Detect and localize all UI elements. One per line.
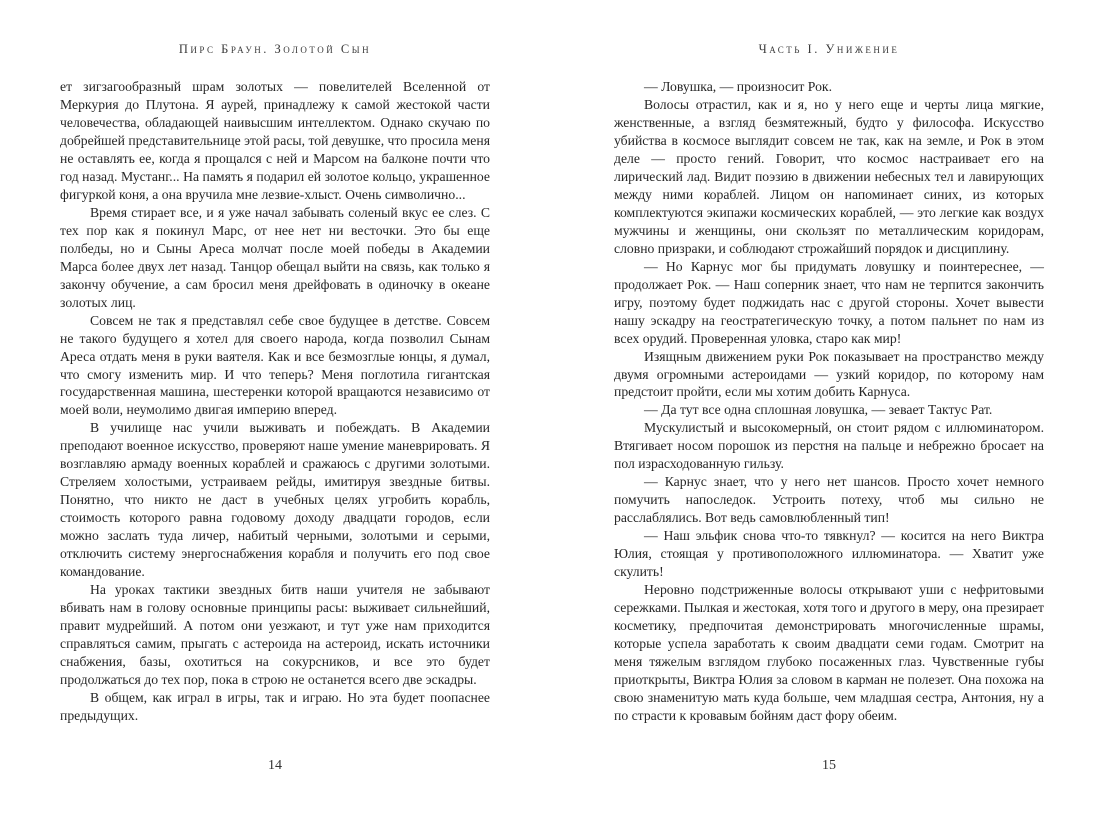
right-page xyxy=(614,0,1044,825)
right-body-text xyxy=(614,78,1044,725)
paragraph: — Да тут все одна сплошная ловушка, — зевает Тактус Рат. xyxy=(644,402,993,418)
paragraph: Неровно подстриженные волосы открывают уши с нефритовыми сережками. Пылкая и жестокая, хотя того и другого в меру, она презирает косметику, предпочитая демонстрировать многочисленные шрамы, которые успела заработать к своим двадцати семи годам. Смотрит на меня тяжелым взглядом глубоко посаженных глаз. Чувственные губы приоткрыты, Виктра Юлия за словом в карман не полезет. Она похожа на свою знаменитую мать куда больше, чем младшая сестра, Антония, ну а по страсти к кровавым бойням даст фору обеим. xyxy=(614,582,1044,723)
left-body-text xyxy=(60,78,490,725)
left-page-number: 14 xyxy=(268,758,282,773)
paragraph: В училище нас учили выживать и побеждать. В Академии преподают военное искусство, проверяют наше умение маневрировать. Я возглавляю армаду военных кораблей и сражаюсь с другими золотыми. Стреляем холостыми, устраиваем рейды, имитируя звездные битвы. Понятно, что никто не даст в учебных целях угробить корабль, стоимость которого равна годовому доходу двадцати городов, если можно заслать туда личер, набитый черными, золотыми и серыми, отключить систему энергоснабжения корабля и получить его под свое командование. xyxy=(60,420,490,580)
paragraph: Время стирает все, и я уже начал забывать соленый вкус ее слез. С тех пор как я покинул Марс, от нее нет ни весточки. Это бы еще полбеды, но и Сыны Ареса молчат после моей победы в Академии Марса более двух лет назад. Танцор обещал выйти на связь, как только я закончу обучение, а сам бросил меня дрейфовать в одиночку в океане золотых лиц. xyxy=(60,204,490,310)
paragraph: В общем, как играл в игры, так и играю. Но эта будет поопаснее предыдущих. xyxy=(60,689,490,723)
left-page xyxy=(60,0,490,825)
paragraph: Совсем не так я представлял себе свое будущее в детстве. Совсем не такого будущего я хотел для своего народа, когда позволил Сынам Ареса отдать меня в руки ваятеля. Как и все безмозглые юнцы, я думал, что смогу изменить мир. И что теперь? Меня поглотила гигантская государственная машина, шестеренки которой вращаются независимо от моей воли, неумолимо двигая империю вперед. xyxy=(60,312,490,418)
paragraph: Мускулистый и высокомерный, он стоит рядом с иллюминатором. Втягивает носом порошок из перстня на пальце и небрежно бросает на пол израсходованную гильзу. xyxy=(614,420,1044,472)
paragraph: — Карнус знает, что у него нет шансов. Просто хочет немного помучить напоследок. Устроить потеху, чтоб мы сильно не расслаблялись. Вот ведь самовлюбленный тип! xyxy=(614,474,1044,526)
paragraph: На уроках тактики звездных битв наши учителя не забывают вбивать нам в голову основные принципы расы: выживает сильнейший, правит мудрейший. А потом они уезжают, и тут уже нам приходится справляться самим, прыгать с астероида на астероид, искать источники снабжения, базы, охотиться на сокурсников, и все это будет продолжаться до тех пор, пока в строю не останется всего две эскадры. xyxy=(60,582,490,687)
paragraph: — Но Карнус мог бы придумать ловушку и поинтереснее, — продолжает Рок. — Наш соперник знает, что нам не терпится закончить игру, поэтому будет поджидать нас с другой стороны. Хочет вывести нашу эскадру на геостратегическую точку, а потом пальнет по нам из всех орудий. Проверенная уловка, старо как мир! xyxy=(614,258,1044,346)
paragraph: — Ловушка, — произносит Рок. xyxy=(644,79,832,94)
paragraph: — Наш эльфик снова что-то тявкнул? — косится на него Виктра Юлия, стоящая у противоположного иллюминатора. — Хватит уже скулить! xyxy=(614,528,1044,580)
right-running-head: Часть I. Унижение xyxy=(758,42,900,56)
right-page-number: 15 xyxy=(822,758,836,773)
left-running-head: Пирс Браун. Золотой Сын xyxy=(178,42,372,56)
paragraph: Изящным движением руки Рок показывает на пространство между двумя огромными астероидами — узкий коридор, по которому нам предстоит пройти, если мы хотим добить Карнуса. xyxy=(614,348,1044,400)
paragraph: Волосы отрастил, как и я, но у него еще и черты лица мягкие, женственные, а взгляд безмятежный, будто у философа. Искусство убийства в космосе выглядит совсем не так, как на земле, и Рок в этом деле — просто гений. Говорит, что космос настраивает его на лирический лад. Видит поэзию в движении небесных тел и лавирующих между ними кораблей. Лицом он напоминает синих, из которых комплектуются экипажи космических кораблей, — это легкие как воздух мужчины и женщины, они скользят по металлическим коридорам, словно призраки, и соблюдают строжайший порядок и дисциплину. xyxy=(614,96,1044,256)
paragraph: ет зигзагообразный шрам золотых — повелителей Вселенной от Меркурия до Плутона. Я аурей, принадлежу к самой жестокой части человечества, обладающей наивысшим интеллектом. Однако скучаю по добрейшей представительнице этой расы, той девушке, что просила меня не оставлять ее, когда я прощался с ней и Марсом на балконе почти что год назад. Мустанг... На память я подарил ей золотое кольцо, украшенное фигуркой коня, а она вручила мне лезвие-хлыст. Очень символично... xyxy=(60,79,490,202)
